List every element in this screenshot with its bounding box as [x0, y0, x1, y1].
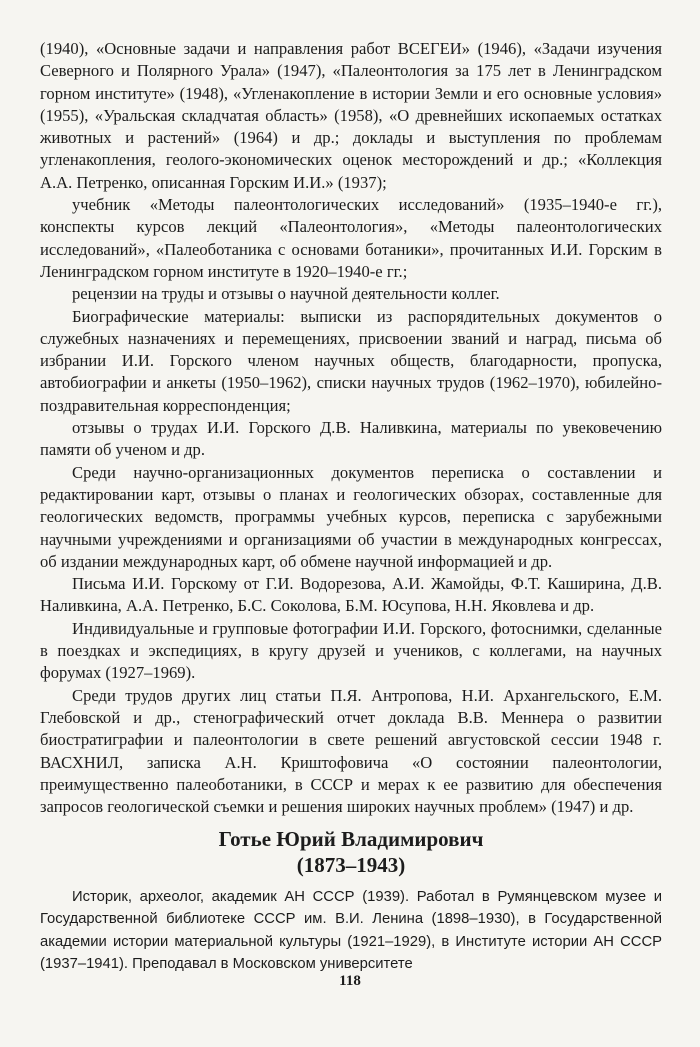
paragraph: (1940), «Основные задачи и направления работ ВСЕГЕИ» (1946), «Задачи изучения Северного и Полярного Урала» (1947), «Палеонтология за 175 лет в Ленинградском горном институте» (1948), «Угленакопление в истории Земли и его основные условия» (1955), «Уральская складчатая область» (1958), «О древнейших ископаемых остатках животных и растений» (1964) и др.; доклады и выступления по проблемам угленакопления, геолого-экономических оценок месторождений и др.; «Коллекция А.А. Петренко, описанная Горским И.И.» (1937); [40, 39, 662, 192]
paragraph: Среди научно-организационных документов переписка о составлении и редактировании карт, отзывы о планах и геологических обзорах, составленные для геологических ведомств, программы учебных курсов, переписка с зарубежными научными учреждениями и организациями об участии в международных конгрессах, об издании международных карт, об обмене научной информацией и др. [40, 462, 662, 571]
paragraph: отзывы о трудах И.И. Горского Д.В. Наливкина, материалы по увековечению памяти об ученом и др. [40, 418, 662, 460]
paragraph: учебник «Методы палеонтологических исследований» (1935–1940-е гг.), конспекты курсов лекций «Палеонтология», «Методы палеонтологических исследований», «Палеоботаника с основами ботаники», прочитанных И.И. Горским в Ленинградском горном институте в 1920–1940-е гг.; [40, 195, 662, 281]
entry-heading [40, 826, 662, 878]
entry-biography: Историк, археолог, академик АН СССР (1939). Работал в Румянцевском музее и Государственной библиотеке СССР им. В.И. Ленина (1898–1930), в Государственной академии истории материальной культуры (1921–1929), в Институте истории АН СССР (1937–1941). Преподавал в Московском университете [40, 889, 662, 973]
paragraph: рецензии на труды и отзывы о научной деятельности коллег. [72, 284, 500, 304]
paragraph: Письма И.И. Горскому от Г.И. Водорезова, А.И. Жамойды, Ф.Т. Каширина, Д.В. Наливкина, А.А. Петренко, Б.С. Соколова, Б.М. Юсупова, Н.Н. Яковлева и др. [40, 574, 662, 616]
body-text [40, 38, 662, 818]
entry-years: (1873–1943) [296, 853, 406, 877]
paragraph: Среди трудов других лиц статьи П.Я. Антропова, Н.И. Архангельского, Е.М. Глебовской и др., стенографический отчет доклада В.В. Меннера о развитии биостратиграфии и палеонтологии в свете решений августовской сессии 1948 г. ВАСХНИЛ, записка А.Н. Криштофовича «О состоянии палеонтологии, преимущественно палеоботаники, в СССР и мерах к ее развитию для обеспечения запросов геологической съемки и решения широких научных проблем» (1947) и др. [40, 685, 662, 817]
paragraph: Биографические материалы: выписки из распорядительных документов о служебных назначениях и перемещениях, присвоении званий и наград, письма об избрании И.И. Горского членом научных обществ, благодарности, пропуска, автобиографии и анкеты (1950–1962), списки научных трудов (1962–1970), юбилейно-поздравительная корреспонденция; [40, 306, 662, 415]
paragraph: Индивидуальные и групповые фотографии И.И. Горского, фотоснимки, сделанные в поездках и экспедициях, в кругу друзей и учеников, с коллегами, на научных форумах (1927–1969). [40, 618, 662, 683]
page-number: 118 [339, 973, 361, 989]
entry-name: Готье Юрий Владимирович [218, 827, 484, 851]
